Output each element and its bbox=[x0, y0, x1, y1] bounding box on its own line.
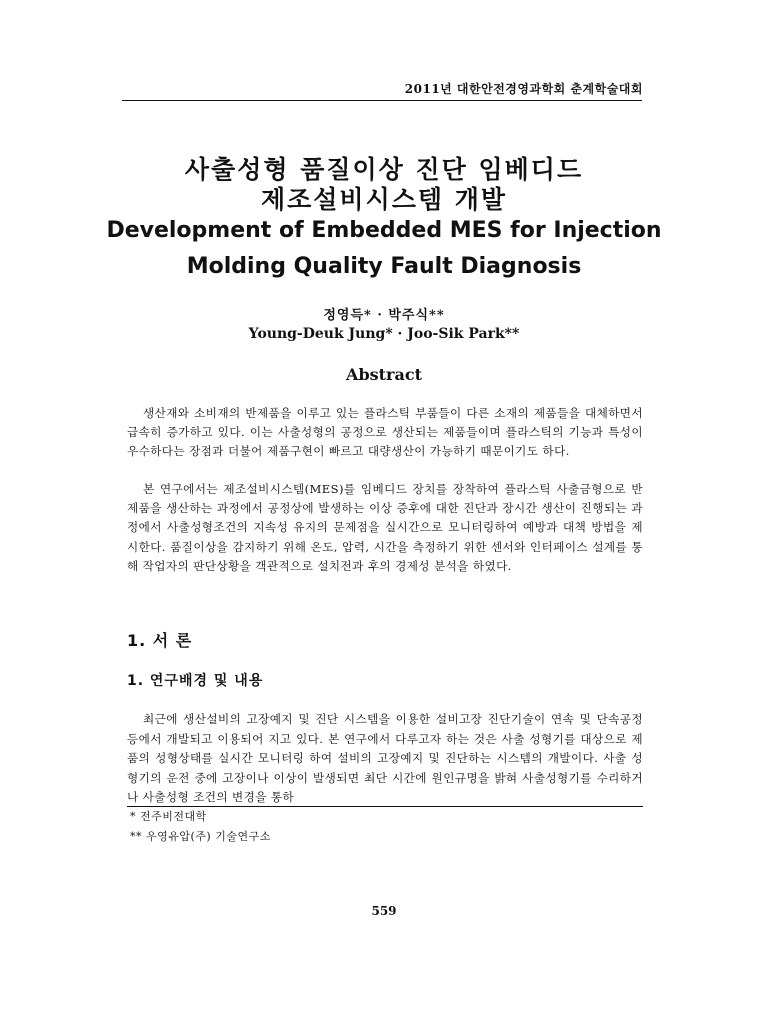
title-english-line1: Development of Embedded MES for Injection bbox=[106, 218, 662, 243]
footnote-rule bbox=[127, 806, 643, 807]
body-paragraph: 최근에 생산설비의 고장예지 및 진단 시스템을 이용한 설비고장 진단기술이 연속 및 단속공정 등에서 개발되고 이용되어 지고 있다. 본 연구에서 다루고자 하는 것은 사출 성형기를 대상으로 제품의 성형상태를 실시간 모니터링 하여 설비의 고장예지 및 진단하는 시스템의 개발이다. 사출 성형기의 운전 중에 고장이나 이상이 발생되면 최단 시간에 원인규명을 밝혀 사출성형기를 수리하거나 사출성형 조건의 변경을 통하 bbox=[127, 712, 643, 804]
abstract-paragraph-1: 생산재와 소비재의 반제품을 이루고 있는 플라스틱 부품들이 다른 소재의 제품들을 대체하면서 급속히 증가하고 있다. 이는 사출성형의 공정으로 생산되는 제품들이며 플라스틱의 기능과 특성이 우수하다는 장점과 더불어 제품구현이 빠르고 대량생산이 가능하기 때문이기도 하다. bbox=[127, 406, 643, 459]
footnote-affiliation-2: ** 우영유압(주) 기술연구소 bbox=[130, 830, 271, 843]
running-head: 2011년 대한안전경영과학회 춘계학술대회 bbox=[404, 82, 643, 96]
subsection-heading-background: 1. 연구배경 및 내용 bbox=[127, 673, 264, 689]
footnote-affiliation-1: * 전주비전대학 bbox=[130, 810, 207, 823]
section-heading-introduction: 1. 서 론 bbox=[127, 631, 193, 650]
abstract-heading: Abstract bbox=[346, 365, 422, 384]
title-korean-line2: 제조설비시스템 개발 bbox=[260, 185, 508, 214]
page-number: 559 bbox=[371, 904, 397, 918]
title-english-line2: Molding Quality Fault Diagnosis bbox=[186, 254, 582, 279]
authors-english: Young-Deuk Jung* · Joo-Sik Park** bbox=[248, 326, 520, 342]
abstract-paragraph-2: 본 연구에서는 제조설비시스템(MES)를 임베디드 장치를 장착하여 플라스틱 사출금형으로 반제품을 생산하는 과정에서 공정상에 발생하는 이상 증후에 대한 진단과 장시간 생산이 진행되는 과정에서 사출성형조건의 지속성 유지의 문제점을 실시간으로 모니터링하여 예방과 대책 방법을 제시한다. 품질이상을 감지하기 위해 온도, 압력, 시간을 측정하기 위한 센서와 인터페이스 설계를 통해 작업자의 판단상황을 객관적으로 설치전과 후의 경제성 분석을 하였다. bbox=[127, 482, 643, 573]
authors-korean: 정영득* · 박주식** bbox=[323, 308, 445, 323]
header-rule bbox=[122, 100, 642, 101]
title-korean-line1: 사출성형 품질이상 진단 임베디드 bbox=[184, 155, 584, 184]
